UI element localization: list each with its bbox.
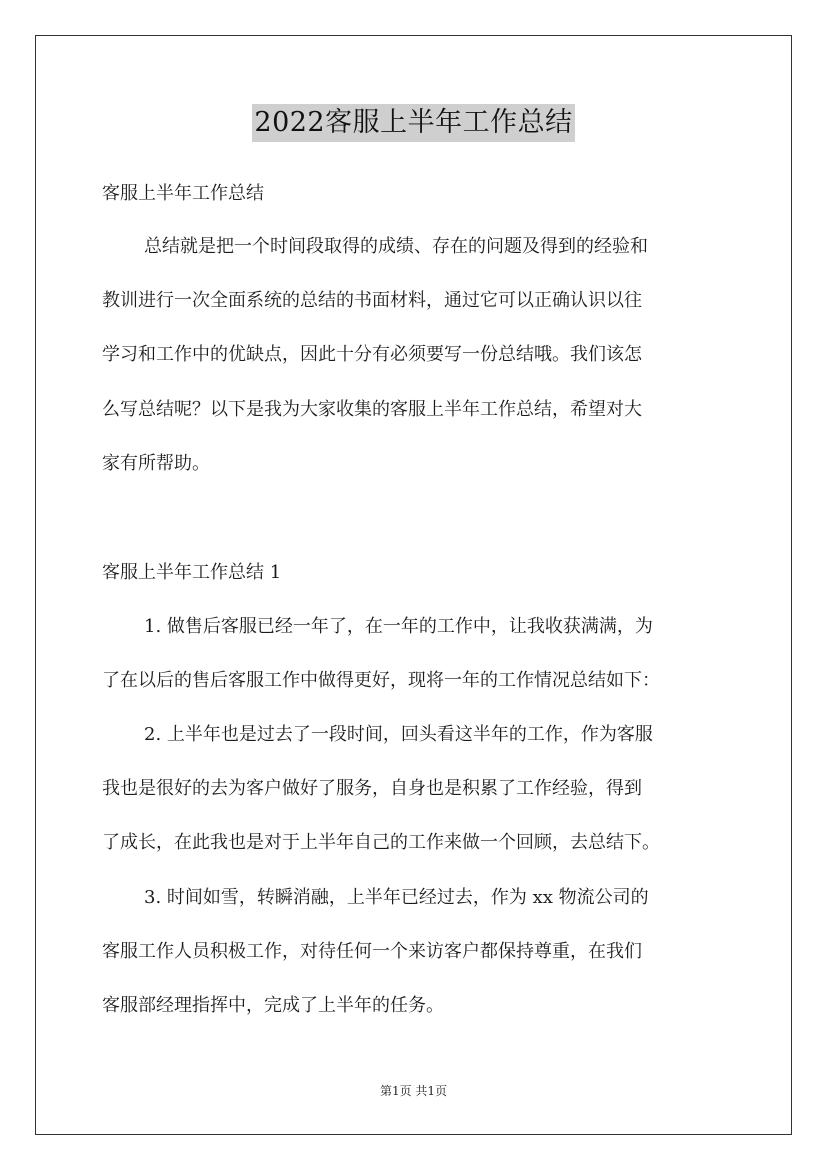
item1-line-2: 了在以后的售后客服工作中做得更好，现将一年的工作情况总结如下： xyxy=(102,670,660,691)
item3-line-3: 客服部经理指挥中，完成了上半年的任务。 xyxy=(102,995,444,1016)
item2-line-2: 我也是很好的去为客户做好了服务，自身也是积累了工作经验，得到 xyxy=(102,778,642,799)
item2-line-1: 2. 上半年也是过去了一段时间，回头看这半年的工作，作为客服 xyxy=(144,724,653,745)
item1-line-1: 1. 做售后客服已经一年了，在一年的工作中，让我收获满满，为 xyxy=(144,616,653,637)
section-heading: 客服上半年工作总结 1 xyxy=(102,562,282,583)
item3-line-2: 客服工作人员积极工作，对待任何一个来访客户都保持尊重，在我们 xyxy=(102,941,642,962)
item2-line-3: 了成长，在此我也是对于上半年自己的工作来做一个回顾，去总结下。 xyxy=(102,832,660,853)
intro-line-3: 学习和工作中的优缺点，因此十分有必须要写一份总结哦。我们该怎 xyxy=(102,344,642,365)
item3-line-1: 3. 时间如雪，转瞬消融，上半年已经过去，作为 xx 物流公司的 xyxy=(144,887,649,908)
page-footer: 第1页 共1页 xyxy=(379,1084,448,1098)
intro-line-4: 么写总结呢？以下是我为大家收集的客服上半年工作总结，希望对大 xyxy=(102,399,642,420)
title-container xyxy=(0,104,827,142)
intro-line-2: 教训进行一次全面系统的总结的书面材料，通过它可以正确认识以往 xyxy=(102,290,642,311)
document-title: 2022客服上半年工作总结 xyxy=(252,104,574,142)
intro-line-1: 总结就是把一个时间段取得的成绩、存在的问题及得到的经验和 xyxy=(144,236,648,257)
document-subtitle: 客服上半年工作总结 xyxy=(102,183,264,204)
intro-line-5: 家有所帮助。 xyxy=(102,453,210,474)
